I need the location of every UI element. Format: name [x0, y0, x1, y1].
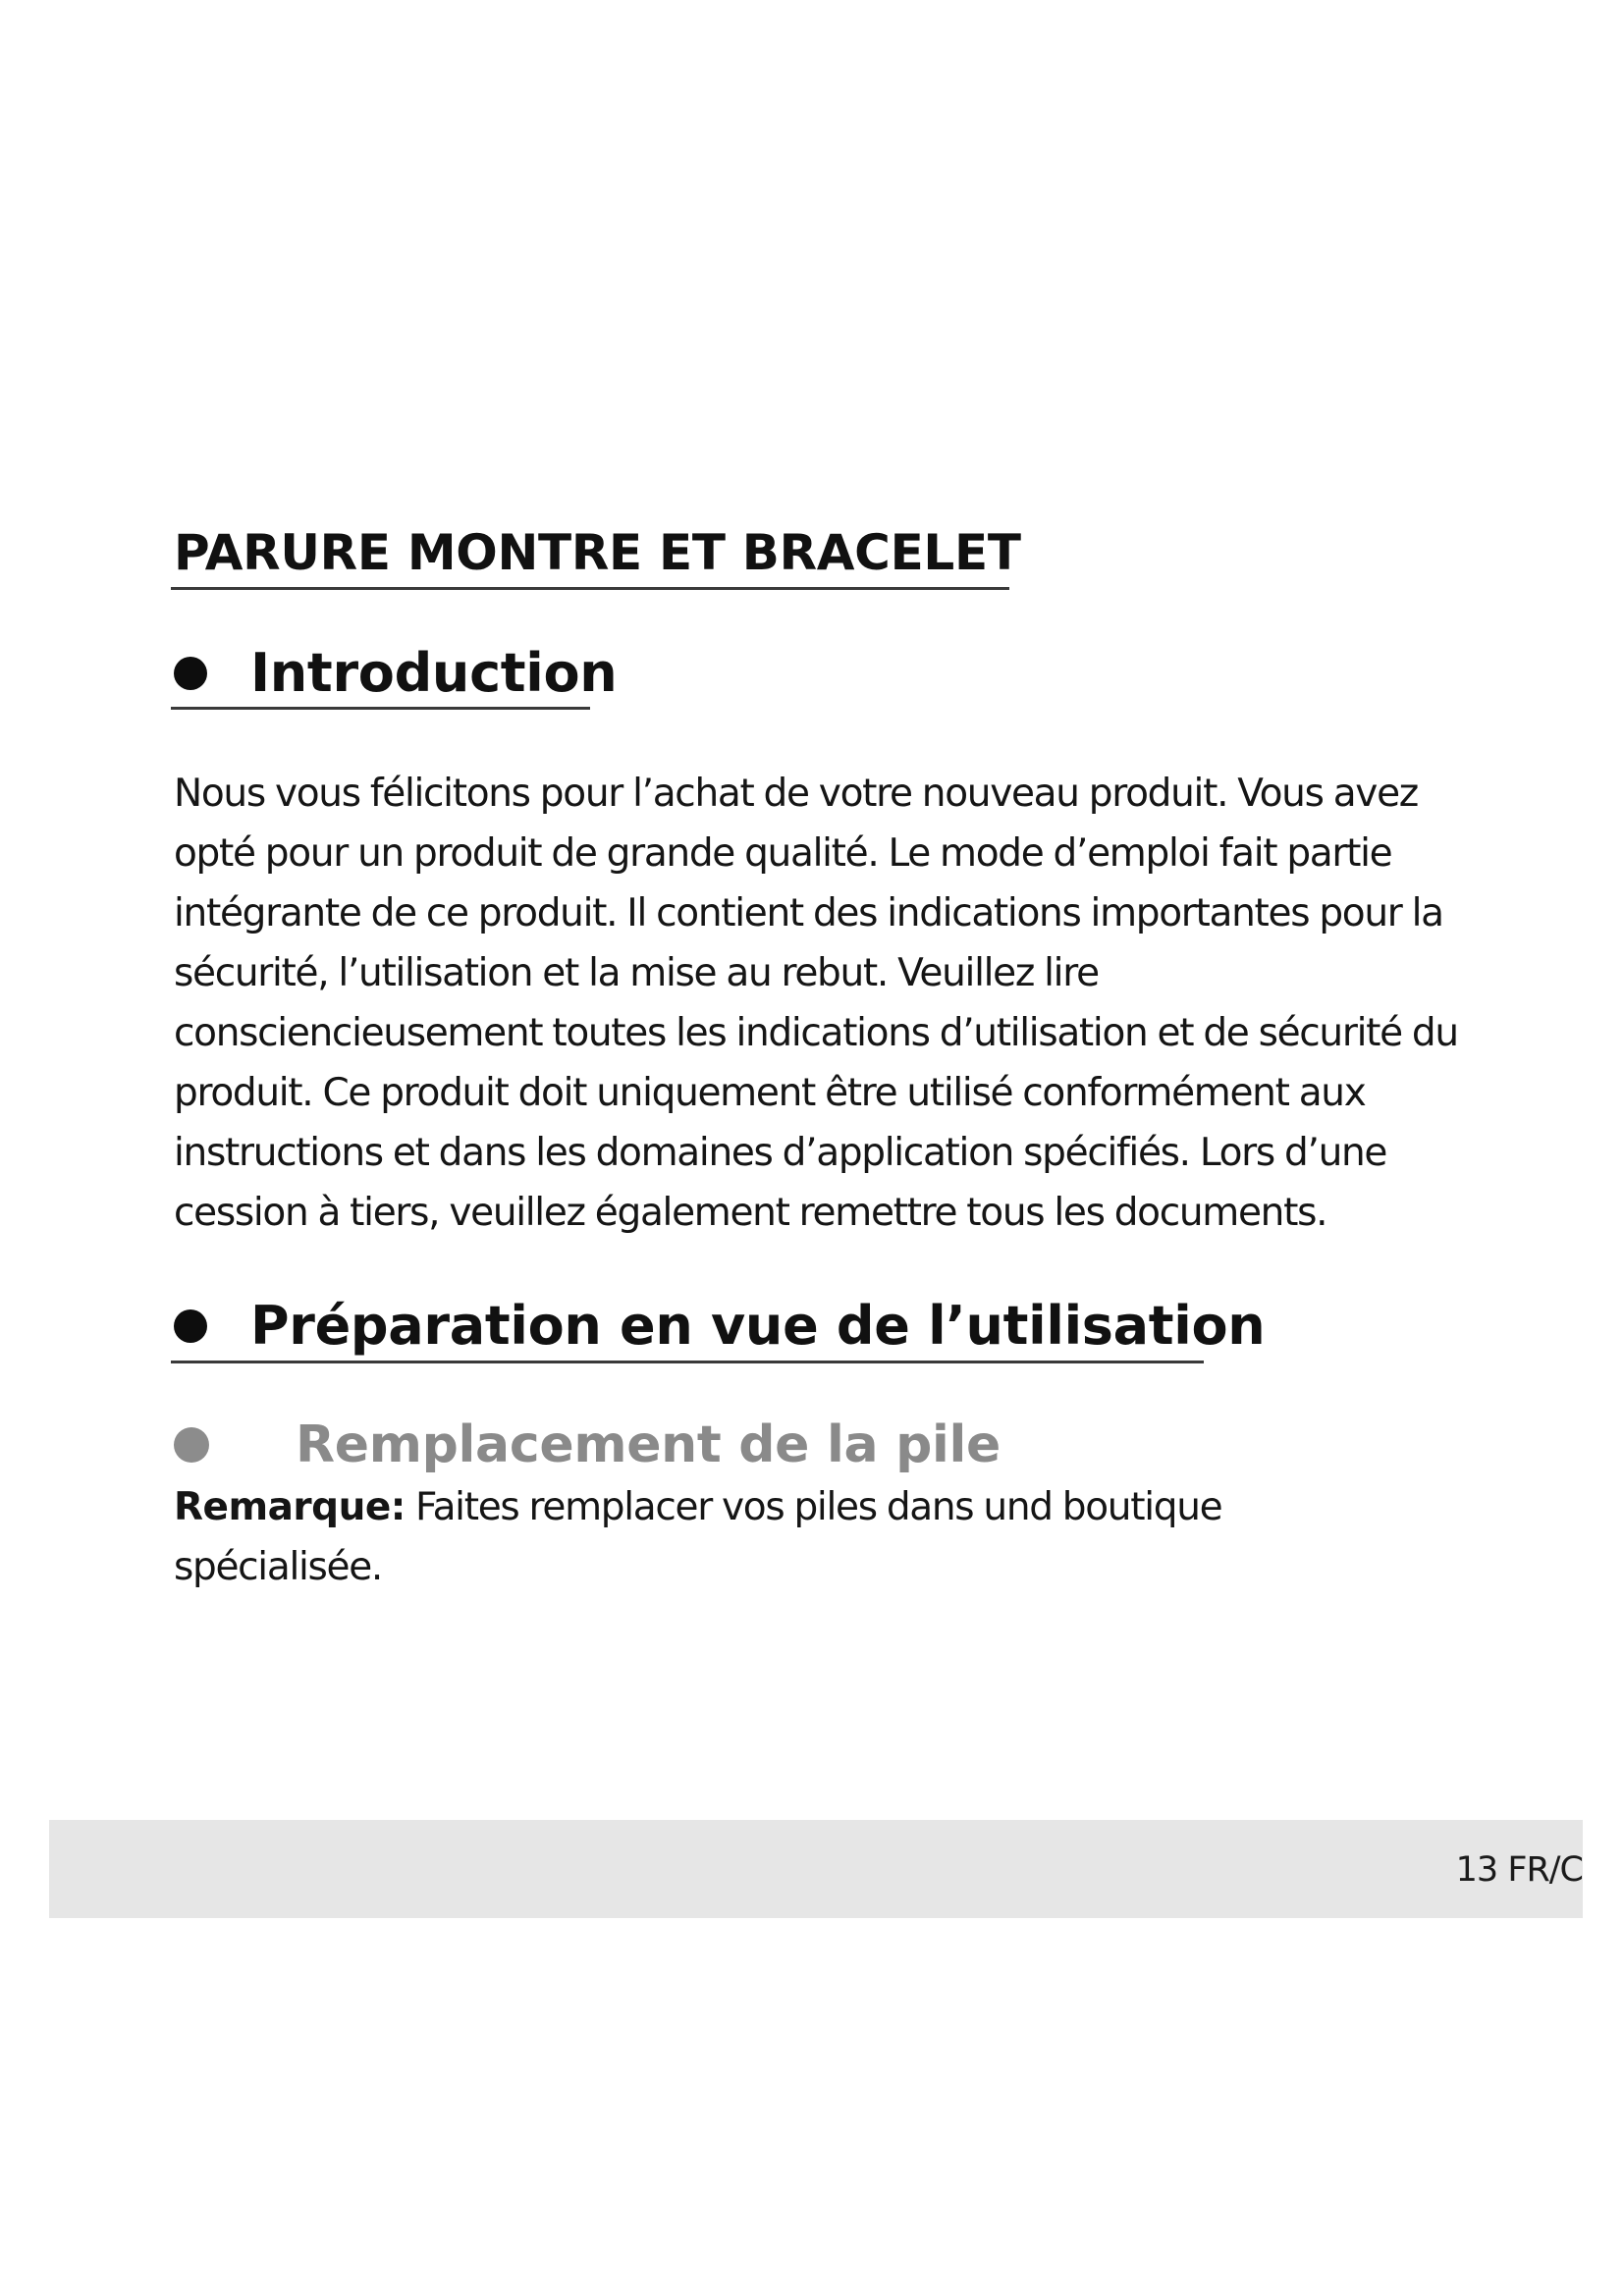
paragraph-line: sécurité, l’utilisation et la mise au rebut. Veuillez lire	[174, 951, 1099, 995]
note-text: Faites remplacer vos piles dans und boutique	[415, 1485, 1222, 1529]
paragraph-line: cession à tiers, veuillez également remettre tous les documents.	[174, 1191, 1327, 1235]
note-line	[174, 1477, 1489, 1537]
document-title: PARURE MONTRE ET BRACELET	[174, 524, 1021, 581]
introduction-paragraph	[174, 764, 1489, 1243]
section-heading-label: Introduction	[250, 642, 618, 704]
note-label: Remarque:	[174, 1485, 406, 1529]
note-line: spécialisée.	[174, 1545, 383, 1589]
section-heading-introduction	[174, 641, 617, 706]
subsection-heading-label: Remplacement de la pile	[296, 1415, 1001, 1474]
paragraph-line: opté pour un produit de grande qualité. Le mode d’emploi fait partie	[174, 831, 1392, 876]
subsection-heading-battery	[174, 1414, 1001, 1476]
paragraph-line: produit. Ce produit doit uniquement être utilisé conformément aux	[174, 1071, 1366, 1115]
paragraph-line: intégrante de ce produit. Il contient des indications importantes pour la	[174, 891, 1443, 935]
preparation-underline	[171, 1361, 1204, 1363]
section-heading-preparation	[174, 1294, 1265, 1359]
section-heading-label: Préparation en vue de l’utilisation	[250, 1295, 1266, 1357]
battery-note	[174, 1477, 1489, 1597]
paragraph-line: instructions et dans les domaines d’application spécifiés. Lors d’une	[174, 1131, 1387, 1175]
bullet-icon	[174, 1309, 207, 1343]
paragraph-line: Nous vous félicitons pour l’achat de votre nouveau produit. Vous avez	[174, 772, 1418, 816]
bullet-icon	[174, 657, 207, 690]
gray-bullet-icon	[174, 1427, 209, 1463]
footer-band	[49, 1820, 1583, 1918]
title-underline	[171, 587, 1009, 590]
page-number: 13 FR/C	[1455, 1850, 1583, 1890]
introduction-underline	[171, 707, 590, 710]
paragraph-line: consciencieusement toutes les indications d’utilisation et de sécurité du	[174, 1011, 1458, 1055]
